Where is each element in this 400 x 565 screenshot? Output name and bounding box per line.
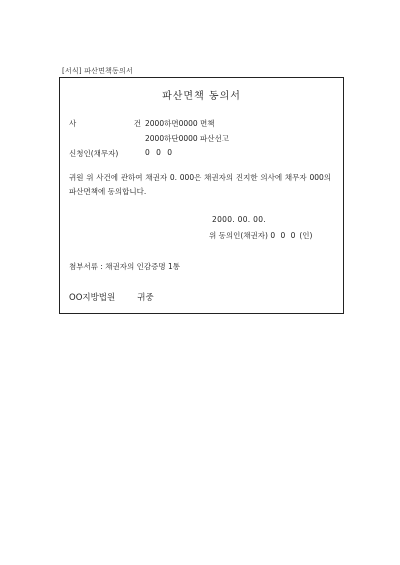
signer-line [209,230,312,241]
case-label [69,118,141,129]
applicant-label: 신청인(채무자) [69,149,119,158]
case-label-left: 사 [69,119,77,128]
court-to: 귀중 [137,293,154,303]
consent-document [59,77,344,314]
attachment-line: 첨부서류 : 채권자의 인감증명 1통 [69,262,181,271]
court-name: OO지방법원 [69,293,116,303]
signer-label: 위 동의인(채권자) [209,231,268,240]
document-date: 2000. 00. 00. [212,215,266,224]
applicant-name: 0 0 0 [145,148,175,157]
court-line [69,291,154,303]
case-number-exemption: 2000하면0000 면책 [145,119,215,128]
case-number-bankruptcy: 2000하단0000 파산선고 [145,134,230,143]
case-label-right: 건 [133,119,141,128]
form-label: [서식] 파산면책동의서 [62,67,133,75]
consent-statement: 귀원 위 사건에 관하여 채권자 0. 000은 채권자의 진지한 의사에 채무자 000의 파산면책에 동의합니다. [69,173,331,196]
document-title: 파산면책 동의서 [162,91,241,102]
seal-mark: (인) [299,231,313,240]
signer-name: 0 0 0 [270,231,297,240]
